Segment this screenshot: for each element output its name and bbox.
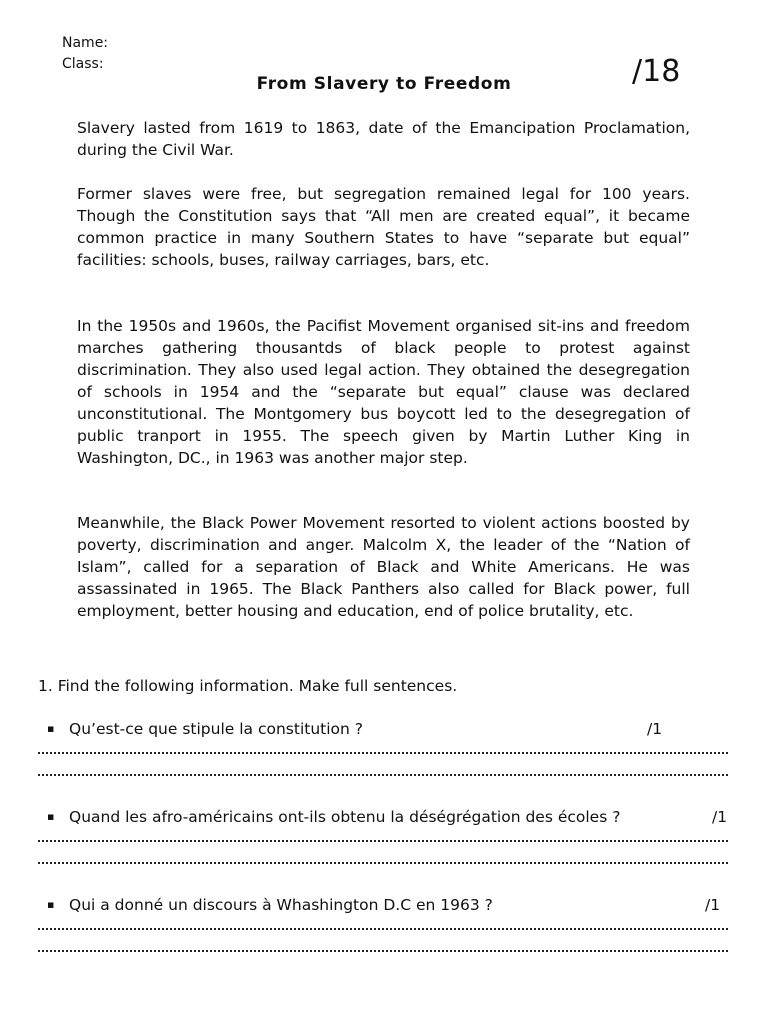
paragraph-slavery: Slavery lasted from 1619 to 1863, date of the Emancipation Proclamation, during the Civil War.: [77, 119, 690, 159]
question-3-text: Qui a donné un discours à Whashington D.C en 1963 ?: [69, 896, 493, 914]
bullet-icon: ▪: [47, 722, 55, 735]
bullet-icon: ▪: [47, 898, 55, 911]
question-1: [47, 718, 737, 740]
answer-line[interactable]: [38, 840, 728, 842]
paragraph-segregation: Former slaves were free, but segregation remained legal for 100 years. Though the Constitution says that “All men are created equal”, it became common practice in many Southern States to have “separate but equal” facilities: schools, buses, railway carriages, bars, etc.: [77, 185, 690, 269]
page-title-text: From Slavery to Freedom: [256, 74, 512, 94]
question-2-text: Quand les afro-américains ont-ils obtenu la déségrégation des écoles ?: [69, 808, 621, 826]
class-label: Class:: [62, 56, 104, 72]
answer-line[interactable]: [38, 752, 728, 754]
answer-line[interactable]: [38, 950, 728, 952]
paragraph-pacifist-movement: In the 1950s and 1960s, the Pacifist Movement organised sit-ins and freedom marches gathering thousantds of black people to protest against discrimination. They also used legal action. They obtained the desegregation of schools in 1954 and the “separate but equal” clause was declared unconstitutional. The Montgomery bus boycott led to the desegregation of public tranport in 1955. The speech given by Martin Luther King in Washington, DC., in 1963 was another major step.: [77, 317, 690, 467]
answer-line[interactable]: [38, 862, 728, 864]
total-score: /18: [632, 54, 681, 89]
bullet-icon: ▪: [47, 810, 55, 823]
answer-line[interactable]: [38, 928, 728, 930]
question-2-points: /1: [712, 808, 728, 826]
answer-line[interactable]: [38, 774, 728, 776]
question-1-points: /1: [647, 720, 663, 738]
question-1-text: Qu’est-ce que stipule la constitution ?: [69, 720, 364, 738]
name-label: Name:: [62, 35, 109, 51]
question-2: [47, 806, 737, 828]
exercise-heading: 1. Find the following information. Make full sentences.: [38, 677, 458, 695]
question-3-points: /1: [705, 896, 721, 914]
question-3: [47, 894, 737, 916]
paragraph-black-power: Meanwhile, the Black Power Movement resorted to violent actions boosted by poverty, discrimination and anger. Malcolm X, the leader of the “Nation of Islam”, called for a separation of Black and White Americans. He was assassinated in 1965. The Black Panthers also called for Black power, full employment, better housing and education, end of police brutality, etc.: [77, 514, 690, 620]
